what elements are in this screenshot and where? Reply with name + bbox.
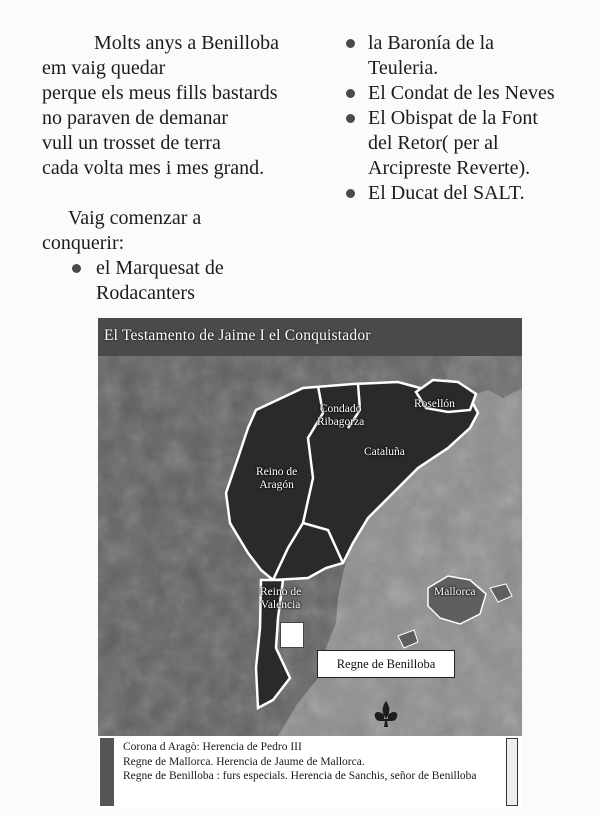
legend-text [123,740,503,784]
territory-text: Arcipreste Reverte). [368,157,531,179]
territory-text: Rodacanters [96,282,195,304]
territory-text: del Retor( per al [368,132,499,154]
label-cataluna: Cataluña [364,446,405,458]
label-reino-aragon: Reino de Aragón [256,466,298,491]
benilloba-marker [280,622,304,648]
territory-text: el Marquesat de [96,257,224,279]
territory-item-obispat [346,106,586,181]
benilloba-callout: Regne de Benilloba [317,650,455,678]
map-title: El Testamento de Jaime I el Conquistador [104,327,371,344]
right-text-column [346,31,586,206]
map-legend [98,736,522,808]
left-text-column [42,31,332,306]
bullet-icon [72,264,81,273]
poem-line-4: no paraven de demanar [42,107,229,129]
legend-left-bar [100,738,114,806]
territory-item-condat [346,81,586,106]
label-rosellon: Rosellón [414,398,455,410]
territory-text: Teuleria. [368,57,439,79]
poem-line-2: em vaig quedar [42,57,166,79]
poem-line-5: vull un trosset de terra [42,132,221,154]
territory-text: El Ducat del SALT. [368,182,525,204]
bullet-icon [346,39,355,48]
label-condado-ribagorza: Condado Ribagorza [317,403,365,428]
legend-line-1: Corona d Aragò: Herencia de Pedro III [123,741,302,753]
legend-right-bar [506,738,518,806]
territory-item-baronia [346,31,586,81]
legend-line-3: Regne de Benilloba : furs especials. Herencia de Sanchis, señor de Benilloba [123,770,477,782]
territory-list-left [72,256,332,306]
territory-text: El Condat de les Neves [368,82,555,104]
poem-line-3: perque els meus fills bastards [42,82,278,104]
poem-line-1: Molts anys a Benilloba [94,32,279,54]
testament-map-figure [98,318,522,808]
conquer-line-2: conquerir: [42,232,125,254]
poem-line-6: cada volta mes i mes grand. [42,157,265,179]
legend-line-2: Regne de Mallorca. Herencia de Jaume de Mallorca. [123,755,365,768]
map-terrain [98,318,522,736]
bullet-icon [346,89,355,98]
conquer-line-1: Vaig comenzar a [68,207,202,229]
label-reino-valencia: Reino de Valencia [260,586,302,611]
territory-item-marquesat [72,256,332,306]
territory-text: la Baronía de la [368,32,495,54]
territory-text: El Obispat de la Font [368,107,538,129]
bullet-icon [346,189,355,198]
label-mallorca: Mallorca [434,586,476,598]
bullet-icon [346,114,355,123]
territory-item-ducat [346,181,586,206]
territory-list-right [346,31,586,206]
paragraph-gap [42,181,332,206]
